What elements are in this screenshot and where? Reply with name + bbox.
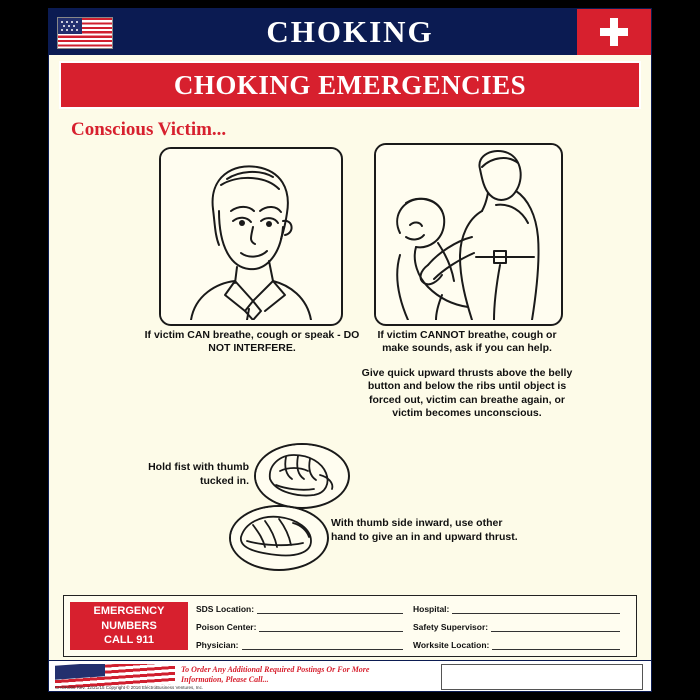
contact-blank-box[interactable] — [441, 664, 643, 690]
illustration-row-top — [49, 147, 651, 420]
page-title: CHOKING — [266, 14, 434, 49]
poster-header — [49, 9, 651, 55]
caption-thumb-side: With thumb side inward, use other hand to give an in and upward thrust. — [331, 517, 518, 543]
field-safety-supervisor[interactable] — [413, 622, 620, 632]
field-hospital[interactable] — [413, 604, 620, 614]
section-heading: Conscious Victim... — [71, 119, 227, 140]
illustration-fist-thumb-tucked — [254, 443, 350, 509]
order-info-text: To Order Any Additional Required Postings Or For More Information, Please Call... — [181, 665, 370, 684]
caption-can-breathe: If victim CAN breathe, cough or speak - DO NOT INTERFERE. — [144, 329, 360, 355]
banner-wrap — [49, 55, 651, 109]
field-label: Safety Supervisor: — [413, 622, 489, 632]
emergency-fields — [196, 604, 630, 650]
field-blank-line[interactable] — [242, 640, 403, 650]
emergency-line-1: EMERGENCY — [93, 604, 165, 617]
banner — [59, 61, 641, 109]
field-blank-line[interactable] — [257, 604, 403, 614]
emergency-line-2: NUMBERS — [101, 619, 157, 632]
field-blank-line[interactable] — [452, 604, 620, 614]
illustration-thumb-side-inward — [229, 505, 329, 571]
caption-cannot-breathe: If victim CANNOT breathe, cough or make sounds, ask if you can help. — [377, 329, 557, 355]
us-flag-icon — [57, 17, 113, 49]
document-code: CHOK000 Rev. 12/21/15 Copyright © 2016 ElectroBusiness Ventures, Inc. — [55, 685, 204, 690]
field-blank-line[interactable] — [491, 622, 620, 632]
caption-fist: Hold fist with thumb tucked in. — [148, 461, 249, 487]
emergency-fields-right — [413, 604, 630, 650]
emergency-info-box — [63, 595, 637, 657]
emergency-fields-left — [196, 604, 413, 650]
field-label: Poison Center: — [196, 622, 257, 632]
field-label: Physician: — [196, 640, 239, 650]
illustration-abdominal-thrust — [374, 143, 563, 326]
field-physician[interactable] — [196, 640, 403, 650]
emergency-line-3: CALL 911 — [104, 634, 154, 647]
field-worksite-location[interactable] — [413, 640, 620, 650]
field-label: Worksite Location: — [413, 640, 490, 650]
field-sds-location[interactable] — [196, 604, 403, 614]
emergency-numbers-badge — [70, 602, 188, 650]
caption-thrust-instructions: Give quick upward thrusts above the belly button and below the ribs until object is forced out, victim can breathe again, or victim becomes unconscious. — [361, 367, 573, 420]
field-blank-line[interactable] — [492, 640, 620, 650]
illustration-can-breathe — [159, 147, 343, 326]
field-label: Hospital: — [413, 604, 450, 614]
red-cross-icon — [577, 9, 651, 55]
poster-footer — [49, 660, 651, 691]
illustration-row-fist — [49, 443, 651, 571]
banner-text: CHOKING EMERGENCIES — [173, 69, 527, 100]
field-poison-center[interactable] — [196, 622, 403, 632]
field-blank-line[interactable] — [259, 622, 403, 632]
field-label: SDS Location: — [196, 604, 255, 614]
poster — [48, 8, 652, 692]
